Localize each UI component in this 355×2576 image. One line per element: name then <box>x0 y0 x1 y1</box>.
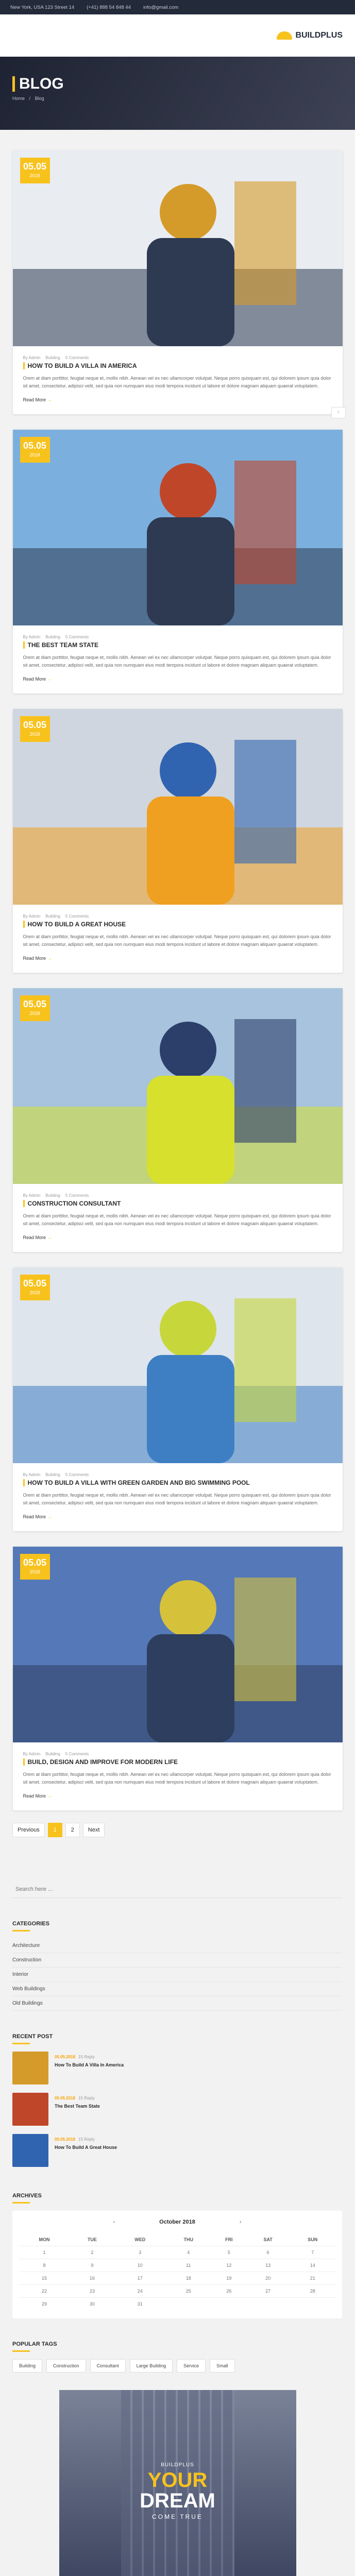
calendar-day[interactable]: 5 <box>211 2246 247 2259</box>
read-more-link[interactable]: Read More → <box>23 1514 52 1519</box>
post-image[interactable] <box>13 988 343 1184</box>
calendar-day[interactable]: 2 <box>70 2246 114 2259</box>
blog-post <box>13 1547 343 1810</box>
calendar-day[interactable] <box>166 2298 211 2311</box>
weekday-label: THU <box>183 2237 193 2242</box>
calendar-day[interactable]: 25 <box>166 2285 211 2298</box>
post-meta: By Admin Building 5 Comments <box>23 1193 89 1198</box>
recent-post-date: 05.05.2018 15 Reply <box>55 2137 95 2142</box>
post-excerpt: Orem at diam porttitor, feugiat neque et, mollis nibh. Aenean vel ex nec ullamcorper volutpat. Neque porro quisquam est, qui dolorem ipsum quia dolor sit amet, consectetur, adipisci velit, sed quia non numquam eius modi tempora incidunt ut labore et dolore magnam aliquam quaerat voluptatem. <box>23 1493 331 1505</box>
pagination <box>12 1823 355 1837</box>
calendar-day[interactable]: 4 <box>166 2246 211 2259</box>
tag-item[interactable]: Large Building <box>130 2359 173 2372</box>
recent-post-list <box>0 2052 355 2170</box>
calendar-day[interactable]: 12 <box>211 2259 247 2272</box>
calendar-day[interactable]: 17 <box>114 2272 166 2285</box>
ad-banner[interactable] <box>59 2390 296 2576</box>
post-title[interactable]: HOW TO BUILD A GREAT HOUSE <box>23 921 332 928</box>
calendar-day[interactable] <box>247 2298 290 2311</box>
post-image[interactable] <box>13 1267 343 1463</box>
prev-page-button[interactable]: Previous <box>12 1823 45 1837</box>
breadcrumb-home[interactable]: Home <box>12 96 25 101</box>
email-text[interactable]: info@gmail.com <box>143 4 179 10</box>
calendar-day[interactable]: 15 <box>19 2272 70 2285</box>
category-item[interactable]: Web Buildings <box>12 1982 342 1996</box>
calendar-day[interactable] <box>211 2298 247 2311</box>
post-meta: By Admin Building 5 Comments <box>23 1472 89 1477</box>
calendar-day[interactable]: 1 <box>19 2246 70 2259</box>
category-item[interactable]: Construction <box>12 1953 342 1968</box>
calendar-prev[interactable]: ‹ <box>113 2219 115 2225</box>
post-list <box>0 150 355 1810</box>
post-image[interactable] <box>13 430 343 625</box>
post-image[interactable] <box>13 150 343 346</box>
weekday-label: SAT <box>263 2237 273 2242</box>
post-date-badge: 05.05 2018 <box>20 158 50 183</box>
category-item[interactable]: Interior <box>12 1968 342 1982</box>
tag-item[interactable]: Building <box>12 2359 42 2372</box>
recent-post-title[interactable]: How To Build A Villa In America <box>55 2062 124 2067</box>
recent-post-title[interactable]: How To Build A Great House <box>55 2145 117 2150</box>
category-list <box>0 1939 355 2011</box>
page-1-button[interactable]: 1 <box>48 1823 62 1837</box>
calendar-day[interactable]: 27 <box>247 2285 290 2298</box>
calendar <box>12 2211 342 2318</box>
calendar-day[interactable]: 8 <box>19 2259 70 2272</box>
read-more-link[interactable]: Read More → <box>23 676 52 682</box>
page-banner <box>0 57 355 130</box>
calendar-day[interactable]: 19 <box>211 2272 247 2285</box>
recent-post-item[interactable] <box>12 2052 343 2088</box>
calendar-day[interactable]: 22 <box>19 2285 70 2298</box>
post-date-badge: 05.05 2018 <box>20 437 50 463</box>
calendar-day[interactable]: 26 <box>211 2285 247 2298</box>
post-date-badge: 05.05 2018 <box>20 995 50 1021</box>
calendar-day[interactable]: 3 <box>114 2246 166 2259</box>
logo[interactable] <box>277 31 343 40</box>
post-meta: By Admin Building 5 Comments <box>23 914 89 919</box>
calendar-day[interactable]: 28 <box>289 2285 336 2298</box>
calendar-grid <box>19 2233 336 2310</box>
tag-cloud <box>12 2359 342 2372</box>
page-title: BLOG <box>12 76 343 92</box>
post-image[interactable] <box>13 1547 343 1742</box>
calendar-day[interactable]: 24 <box>114 2285 166 2298</box>
blog-post <box>13 430 343 693</box>
post-meta: By Admin Building 5 Comments <box>23 355 89 360</box>
ad-brand: BUILDPLUS <box>161 2462 194 2468</box>
post-title[interactable]: HOW TO BUILD A VILLA IN AMERICA <box>23 362 332 369</box>
calendar-day[interactable]: 10 <box>114 2259 166 2272</box>
logo-text: BUILDPLUS <box>295 31 343 40</box>
recent-post-thumb[interactable] <box>12 2093 48 2126</box>
calendar-day[interactable]: 6 <box>247 2246 290 2259</box>
tag-item[interactable]: Small <box>210 2359 235 2372</box>
category-item[interactable]: Old Buildings <box>12 1996 342 2011</box>
post-date-badge: 05.05 2018 <box>20 716 50 742</box>
ad-line3: COME TRUE <box>152 2513 203 2520</box>
post-meta: By Admin Building 5 Comments <box>23 635 89 639</box>
calendar-day[interactable]: 7 <box>289 2246 336 2259</box>
read-more-link[interactable]: Read More → <box>23 956 52 961</box>
tag-item[interactable]: Construction <box>46 2359 86 2372</box>
calendar-next[interactable]: › <box>239 2219 242 2225</box>
phone-text[interactable]: (+41) 888 54 848 44 <box>87 4 131 10</box>
calendar-day[interactable]: 16 <box>70 2272 114 2285</box>
post-title[interactable]: HOW TO BUILD A VILLA WITH GREEN GARDEN AND BIG SWIMMING POOL <box>23 1479 332 1486</box>
post-excerpt: Orem at diam porttitor, feugiat neque et, mollis nibh. Aenean vel ex nec ullamcorper volutpat. Neque porro quisquam est, qui dolorem ipsum quia dolor sit amet, consectetur, adipisci velit, sed quia non numquam eius modi tempora incidunt ut labore et dolore magnam aliquam quaerat voluptatem. <box>23 655 331 668</box>
recent-post-date: 05.05.2018 15 Reply <box>55 2055 95 2059</box>
calendar-day[interactable]: 18 <box>166 2272 211 2285</box>
blog-post <box>13 988 343 1252</box>
helmet-icon <box>277 31 292 40</box>
tag-item[interactable]: Consultant <box>90 2359 126 2372</box>
calendar-day[interactable]: 9 <box>70 2259 114 2272</box>
search-input[interactable] <box>12 1880 342 1898</box>
calendar-day[interactable]: 23 <box>70 2285 114 2298</box>
weekday-label: TUE <box>87 2237 97 2242</box>
calendar-day[interactable]: 13 <box>247 2259 290 2272</box>
category-item[interactable]: Architecture <box>12 1939 342 1953</box>
calendar-month: October 2018 <box>159 2219 195 2225</box>
blog-post <box>13 1267 343 1531</box>
breadcrumb-sep: / <box>29 96 31 101</box>
calendar-day[interactable] <box>289 2298 336 2311</box>
calendar-day[interactable]: 20 <box>247 2272 290 2285</box>
categories-title: CATEGORIES <box>12 1921 343 1931</box>
recent-post-item[interactable] <box>12 2093 343 2129</box>
blog-post <box>13 709 343 973</box>
calendar-day[interactable]: 21 <box>289 2272 336 2285</box>
recent-post-item[interactable] <box>12 2134 343 2170</box>
post-excerpt: Orem at diam porttitor, feugiat neque et, mollis nibh. Aenean vel ex nec ullamcorper volutpat. Neque porro quisquam est, qui dolorem ipsum quia dolor sit amet, consectetur, adipisci velit, sed quia non numquam eius modi tempora incidunt ut labore et dolore magnam aliquam quaerat voluptatem. <box>23 1213 331 1226</box>
post-excerpt: Orem at diam porttitor, feugiat neque et, mollis nibh. Aenean vel ex nec ullamcorper volutpat. Neque porro quisquam est, qui dolorem ipsum quia dolor sit amet, consectetur, adipisci velit, sed quia non numquam eius modi tempora incidunt ut labore et dolore magnam aliquam quaerat voluptatem. <box>23 934 331 947</box>
tag-item[interactable]: Service <box>177 2359 206 2372</box>
breadcrumb-current: Blog <box>35 96 44 101</box>
calendar-day[interactable]: 29 <box>19 2298 70 2311</box>
weekday-label: WED <box>134 2237 146 2242</box>
header <box>0 14 355 57</box>
post-title[interactable]: THE BEST TEAM STATE <box>23 641 332 649</box>
calendar-day[interactable]: 31 <box>114 2298 166 2311</box>
next-page-button[interactable]: Next <box>83 1823 105 1837</box>
recent-post-title: RECENT POST <box>12 2033 343 2044</box>
weekday-label: MON <box>39 2237 50 2242</box>
post-excerpt: Orem at diam porttitor, feugiat neque et, mollis nibh. Aenean vel ex nec ullamcorper volutpat. Neque porro quisquam est, qui dolorem ipsum quia dolor sit amet, consectetur, adipisci velit, sed quia non numquam eius modi tempora incidunt ut labore et dolore magnam aliquam quaerat voluptatem. <box>23 1772 331 1785</box>
address-text: New York, USA 123 Street 14 <box>10 4 75 10</box>
read-more-link[interactable]: Read More → <box>23 1793 52 1799</box>
breadcrumb <box>12 96 343 101</box>
post-excerpt: Orem at diam porttitor, feugiat neque et, mollis nibh. Aenean vel ex nec ullamcorper volutpat. Neque porro quisquam est, qui dolorem ipsum quia dolor sit amet, consectetur, adipisci velit, sed quia non numquam eius modi tempora incidunt ut labore et dolore magnam aliquam quaerat voluptatem. <box>23 376 331 388</box>
post-meta: By Admin Building 5 Comments <box>23 1752 89 1756</box>
calendar-day[interactable]: 11 <box>166 2259 211 2272</box>
post-date-badge: 05.05 2018 <box>20 1554 50 1580</box>
scroll-top-icon[interactable]: ↑ <box>331 407 346 418</box>
recent-post-date: 05.05.2018 15 Reply <box>55 2096 95 2100</box>
popular-tags-title: POPULAR TAGS <box>12 2341 343 2352</box>
calendar-day[interactable]: 30 <box>70 2298 114 2311</box>
post-image[interactable] <box>13 709 343 905</box>
post-title[interactable]: BUILD, DESIGN AND IMPROVE FOR MODERN LIFE <box>23 1758 332 1766</box>
archives-title: ARCHIVES <box>12 2193 343 2204</box>
weekday-label: FRI <box>225 2237 233 2242</box>
ad-line1: YOUR <box>147 2469 208 2492</box>
post-title[interactable]: CONSTRUCTION CONSULTANT <box>23 1200 332 1207</box>
top-bar <box>0 0 355 14</box>
blog-post <box>13 150 343 414</box>
post-date-badge: 05.05 2018 <box>20 1275 50 1300</box>
calendar-day[interactable]: 14 <box>289 2259 336 2272</box>
weekday-label: SUN <box>308 2237 318 2242</box>
recent-post-thumb[interactable] <box>12 2134 48 2167</box>
ad-line2: DREAM <box>140 2489 215 2512</box>
recent-post-thumb[interactable] <box>12 2052 48 2084</box>
page-2-button[interactable]: 2 <box>65 1823 80 1837</box>
recent-post-title[interactable]: The Best Team State <box>55 2104 100 2109</box>
read-more-link[interactable]: Read More → <box>23 1235 52 1240</box>
read-more-link[interactable]: Read More → <box>23 397 52 402</box>
